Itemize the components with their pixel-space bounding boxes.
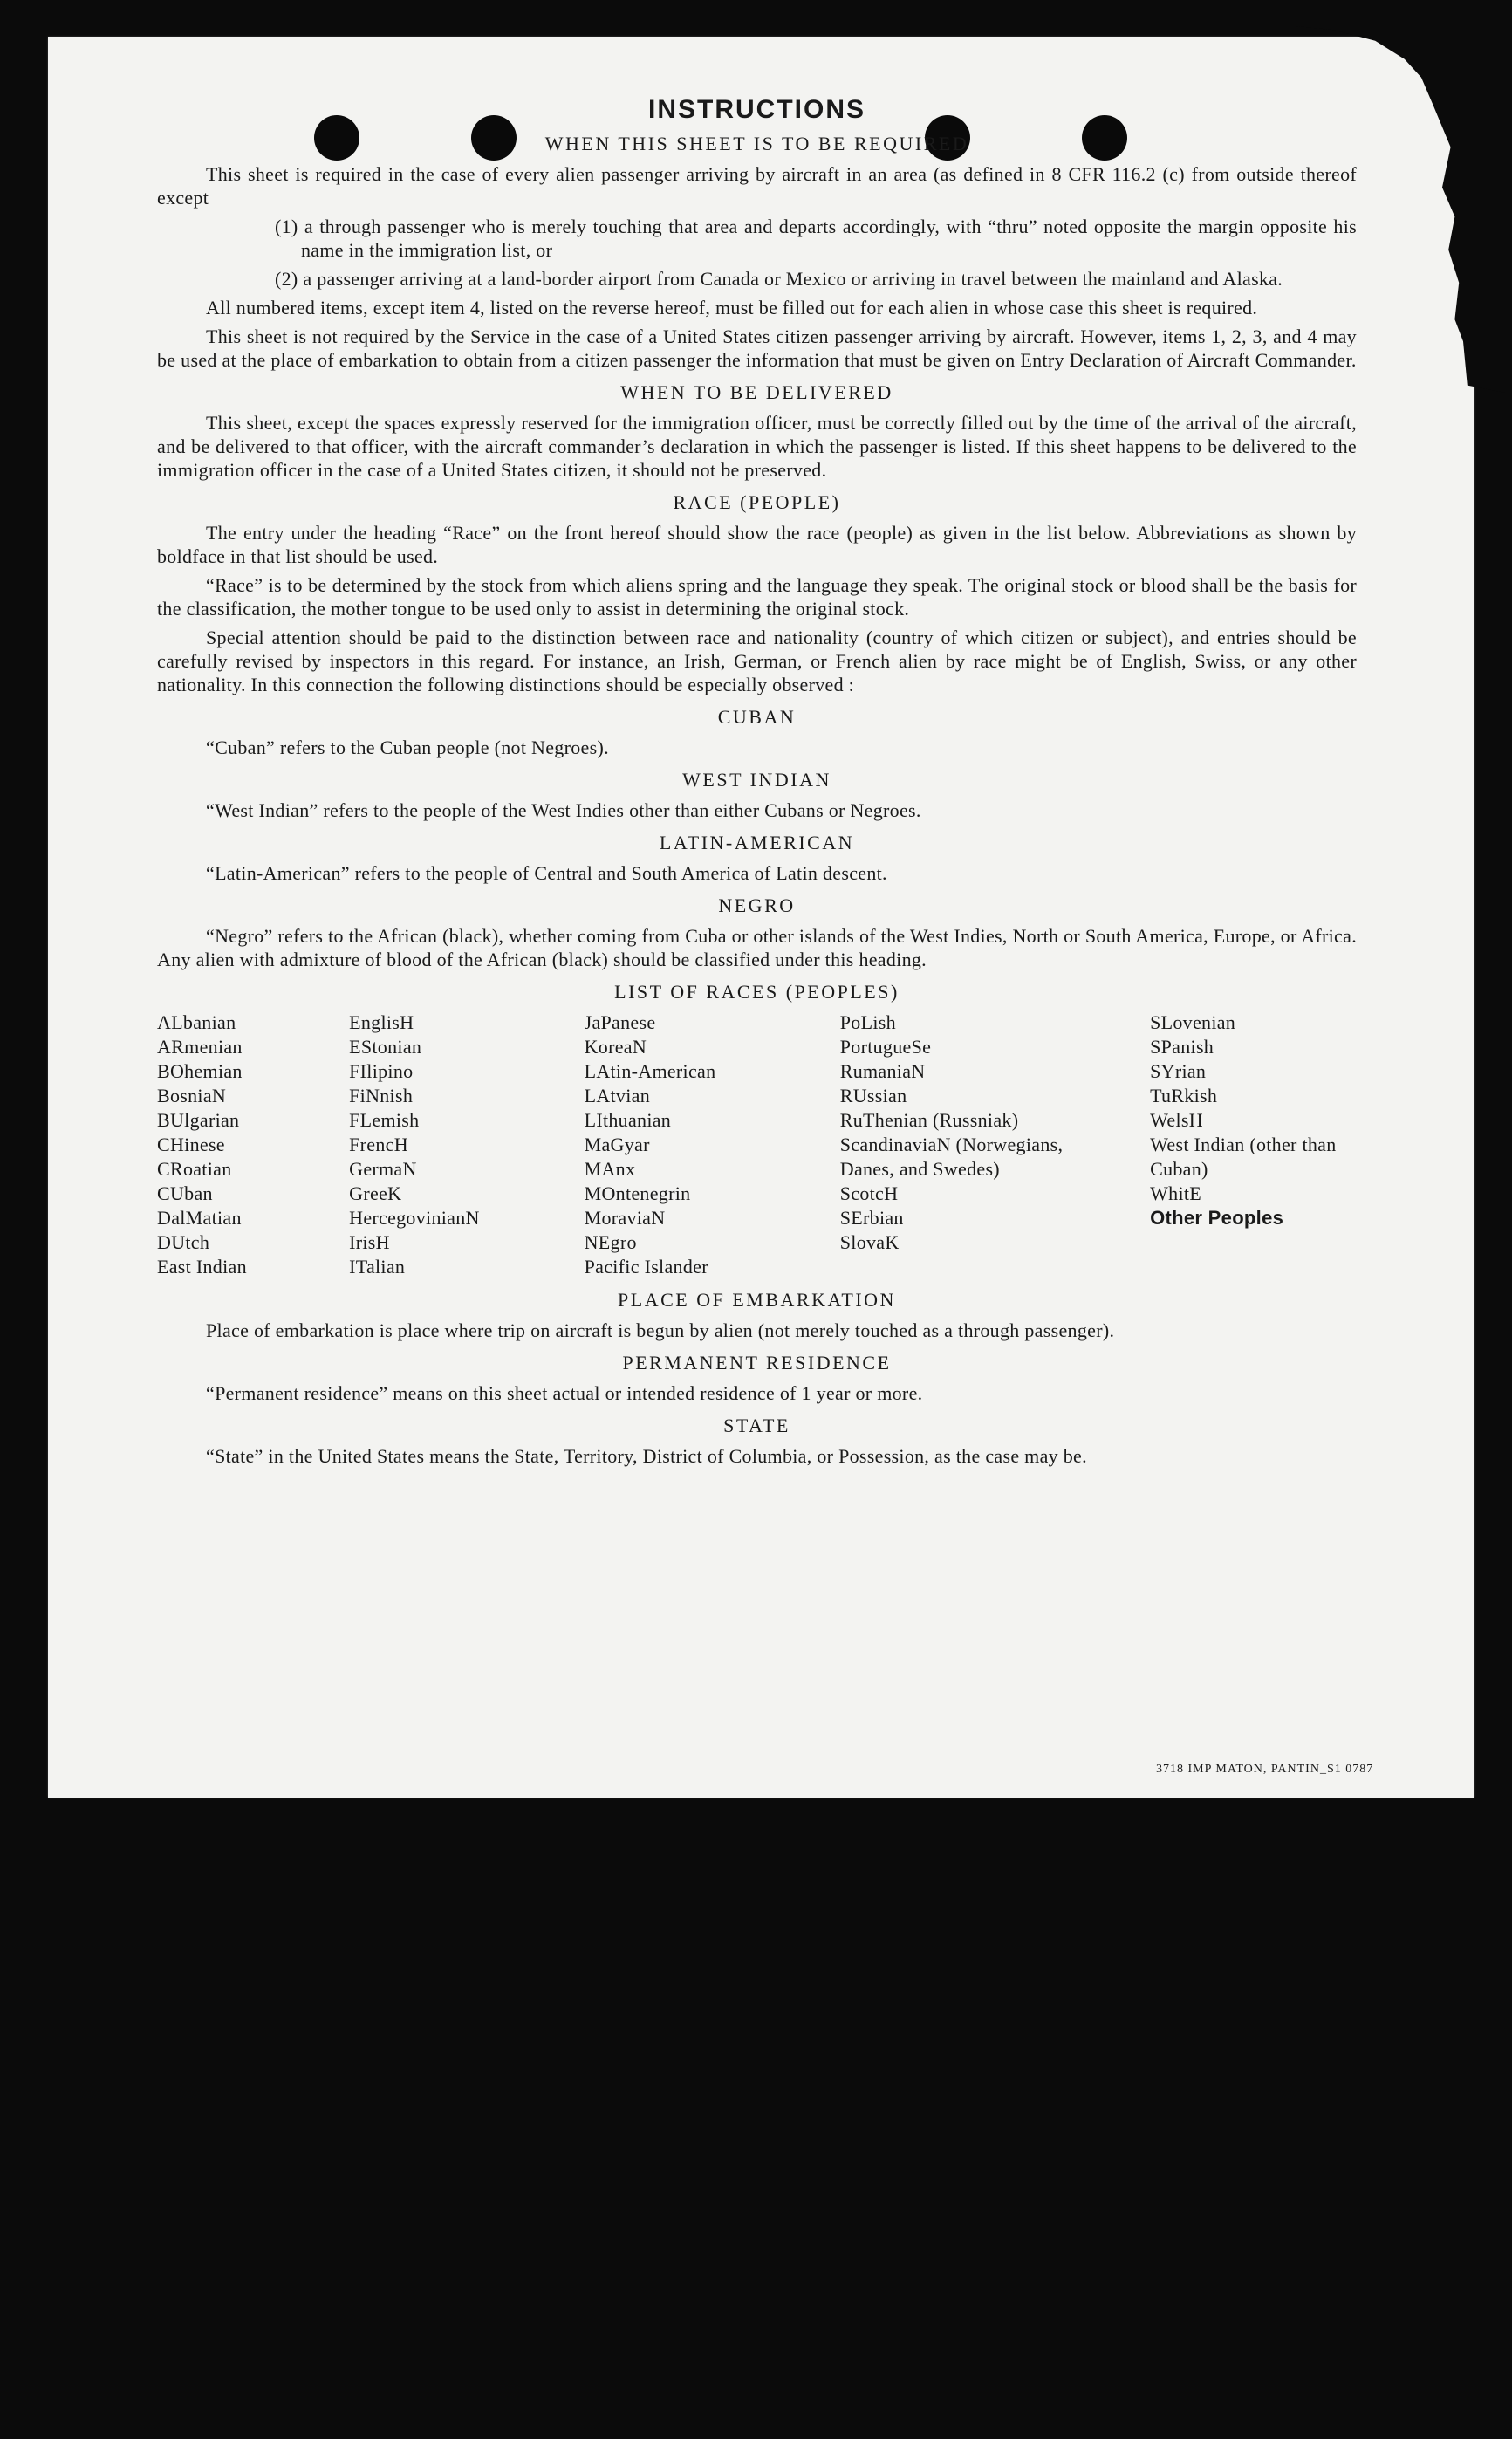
race-entry: Other Peoples <box>1150 1207 1284 1229</box>
race-entry: MaGyar <box>584 1134 650 1155</box>
race-entry: SlovaK <box>839 1231 900 1253</box>
paragraph: “Negro” refers to the African (black), whether coming from Cuba or other islands of the West Indies, North or South America, Europe, or Africa. Any alien with admixture of blood of the African (black) should be classified under this heading. <box>157 925 1357 970</box>
paragraph: “Cuban” refers to the Cuban people (not Negroes). <box>206 736 609 758</box>
race-entry: MoraviaN <box>584 1207 666 1229</box>
page-title: INSTRUCTIONS <box>648 95 865 124</box>
race-column <box>1150 1011 1357 1279</box>
race-entry: SYrian <box>1150 1060 1207 1082</box>
section-heading: CUBAN <box>717 706 797 728</box>
race-entry: BosniaN <box>157 1085 227 1106</box>
paragraph: This sheet is not required by the Service in the case of a United States citizen passenger arriving by aircraft. However, items 1, 2, 3, and 4 may be used at the place of embarkation to obtain from a citizen passenger the information that must be given on Entry Declaration of Aircraft Commander. <box>157 325 1357 371</box>
race-column <box>157 1011 349 1279</box>
race-entry: FIlipino <box>349 1060 414 1082</box>
section-heading: LATIN-AMERICAN <box>659 832 855 853</box>
section-heading: WHEN THIS SHEET IS TO BE REQUIRED <box>544 133 969 154</box>
race-entry: RumaniaN <box>839 1060 926 1082</box>
section-heading: LIST OF RACES (PEOPLES) <box>614 981 900 1003</box>
paragraph: This sheet, except the spaces expressly reserved for the immigration officer, must be correctly filled out by the time of the arrival of the aircraft, and be delivered to that officer, with the aircraft commander’s declaration in which the passenger is listed. If this sheet happens to be delivered to the immigration officer in the case of a United States citizen, it should not be preserved. <box>157 412 1357 481</box>
race-entry: BOhemian <box>157 1060 243 1082</box>
paragraph: “Race” is to be determined by the stock from which aliens spring and the language they speak. The original stock or blood shall be the basis for the classification, the mother tongue to be used only to assist in determining the original stock. <box>157 574 1357 620</box>
race-entry: PoLish <box>839 1011 896 1033</box>
race-entry: CUban <box>157 1182 213 1204</box>
instructions-content <box>157 94 1357 1473</box>
race-entry: ALbanian <box>157 1011 236 1033</box>
race-entry: RuThenian (Russniak) <box>839 1109 1019 1131</box>
race-entry: GermaN <box>349 1158 417 1180</box>
paragraph: All numbered items, except item 4, listed on the reverse hereof, must be filled out for each alien in whose case this sheet is required. <box>206 297 1258 319</box>
paragraph: “Permanent residence” means on this sheet actual or intended residence of 1 year or more. <box>206 1382 923 1404</box>
race-entry: GreeK <box>349 1182 402 1204</box>
race-entry: LAtvian <box>584 1085 651 1106</box>
race-entry: MAnx <box>584 1158 636 1180</box>
list-item: (1) a through passenger who is merely touching that area and departs accordingly, with “thru” noted opposite the margin opposite his name in the immigration list, or <box>275 216 1357 261</box>
race-entry: CHinese <box>157 1134 225 1155</box>
race-entry: BUlgarian <box>157 1109 240 1131</box>
race-entry: ScandinaviaN (Norwegians, Danes, and Swedes) <box>839 1134 1064 1180</box>
section-heading: NEGRO <box>718 894 796 916</box>
list-item: (2) a passenger arriving at a land-border airport from Canada or Mexico or arriving in travel between the mainland and Alaska. <box>275 268 1283 290</box>
race-entry: West Indian (other than Cuban) <box>1150 1134 1337 1180</box>
paragraph: Special attention should be paid to the distinction between race and nationality (country of which citizen or subject), and entries should be carefully revised by inspectors in this regard. For instance, an Irish, German, or French alien by race might be of English, Swiss, or any other nationality. In this connection the following distinctions should be especially observed : <box>157 627 1357 695</box>
race-entry: IrisH <box>349 1231 390 1253</box>
section-heading: RACE (PEOPLE) <box>673 491 841 513</box>
race-entry: ScotcH <box>839 1182 899 1204</box>
paragraph: This sheet is required in the case of every alien passenger arriving by aircraft in an area (as defined in 8 CFR 116.2 (c) from outside thereof except <box>157 163 1357 209</box>
race-entry: NEgro <box>584 1231 637 1253</box>
race-entry: SLovenian <box>1150 1011 1236 1033</box>
section-heading: STATE <box>723 1415 790 1436</box>
print-code: 3718 IMP MATON, PANTIN_S1 0787 <box>1156 1763 1374 1776</box>
race-entry: LAtin-American <box>584 1060 716 1082</box>
race-column <box>585 1011 840 1279</box>
section-heading: WEST INDIAN <box>682 769 831 791</box>
race-entry: KoreaN <box>584 1036 647 1058</box>
section-heading: PERMANENT RESIDENCE <box>622 1352 892 1374</box>
paragraph: Place of embarkation is place where trip on aircraft is begun by alien (not merely touched as a through passenger). <box>206 1319 1115 1341</box>
paragraph: “Latin-American” refers to the people of Central and South America of Latin descent. <box>206 862 887 884</box>
race-entry: FrencH <box>349 1134 408 1155</box>
race-entry: JaPanese <box>584 1011 656 1033</box>
race-entry: ITalian <box>349 1256 406 1278</box>
paragraph: “West Indian” refers to the people of the West Indies other than either Cubans or Negroes. <box>206 799 921 821</box>
race-entry: FiNnish <box>349 1085 414 1106</box>
race-entry: TuRkish <box>1150 1085 1218 1106</box>
race-entry: WelsH <box>1150 1109 1203 1131</box>
race-entry: RUssian <box>839 1085 907 1106</box>
race-list <box>157 1011 1357 1279</box>
race-entry: HercegovinianN <box>349 1207 480 1229</box>
race-entry: SErbian <box>839 1207 904 1229</box>
race-column <box>349 1011 584 1279</box>
section-heading: WHEN TO BE DELIVERED <box>620 381 893 403</box>
race-entry: MOntenegrin <box>584 1182 691 1204</box>
paragraph: The entry under the heading “Race” on the front hereof should show the race (people) as given in the list below. Abbreviations as shown by boldface in that list should be used. <box>157 522 1357 567</box>
race-entry: DUtch <box>157 1231 210 1253</box>
race-entry: EnglisH <box>349 1011 414 1033</box>
race-entry: Pacific Islander <box>584 1256 708 1278</box>
race-entry: FLemish <box>349 1109 420 1131</box>
race-entry: WhitE <box>1150 1182 1202 1204</box>
section-heading: PLACE OF EMBARKATION <box>618 1289 896 1311</box>
race-entry: CRoatian <box>157 1158 232 1180</box>
race-entry: DalMatian <box>157 1207 242 1229</box>
paragraph: “State” in the United States means the State, Territory, District of Columbia, or Possession, as the case may be. <box>206 1445 1087 1467</box>
race-entry: East Indian <box>157 1256 247 1278</box>
race-entry: ARmenian <box>157 1036 243 1058</box>
race-column <box>840 1011 1150 1279</box>
race-entry: EStonian <box>349 1036 422 1058</box>
race-entry: SPanish <box>1150 1036 1214 1058</box>
race-entry: LIthuanian <box>584 1109 672 1131</box>
race-entry: PortugueSe <box>839 1036 932 1058</box>
